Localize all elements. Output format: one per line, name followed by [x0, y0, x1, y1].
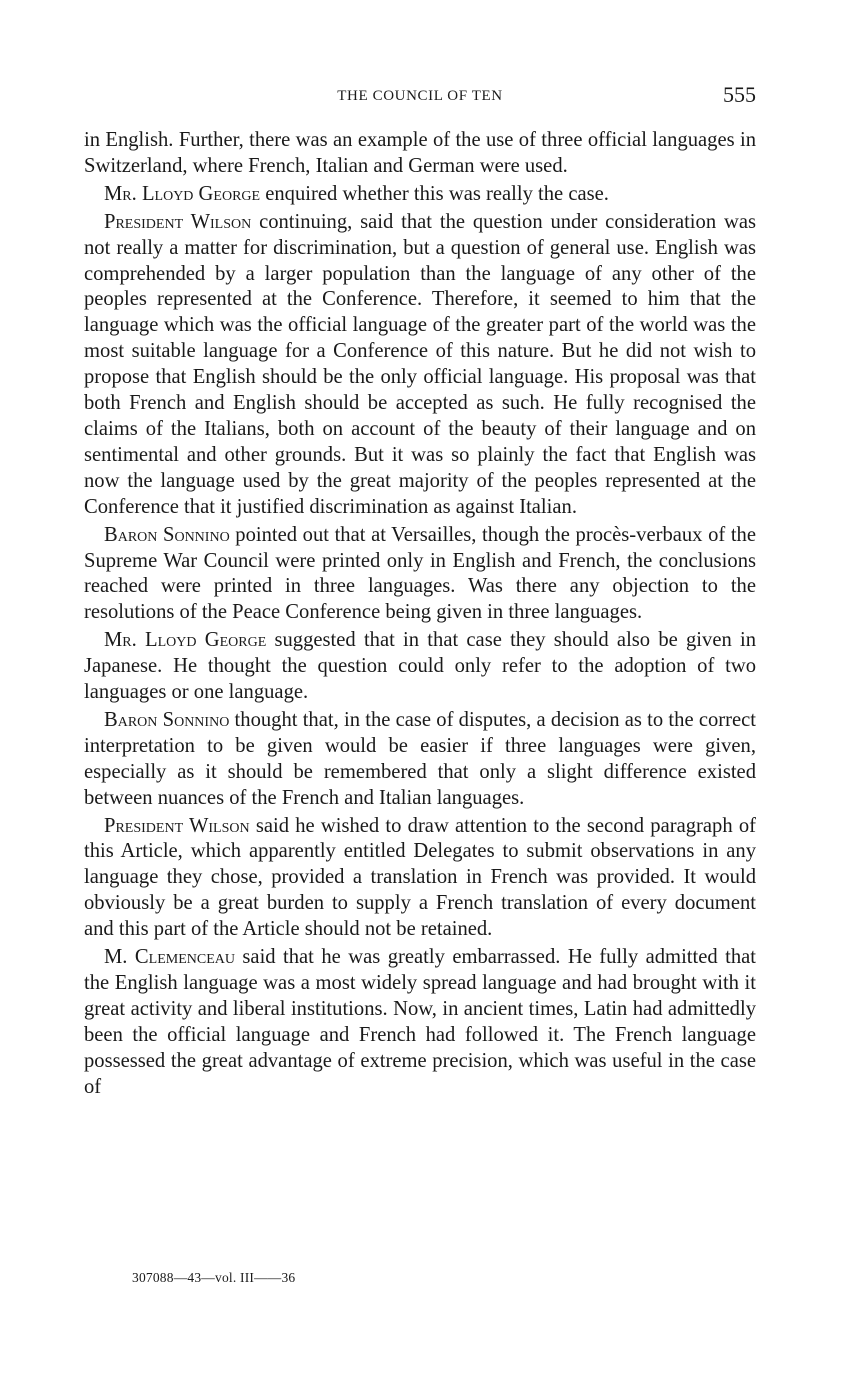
paragraph-lloyd-george-2: [84, 628, 756, 706]
speaker-name: Baron Sonnino: [104, 708, 230, 731]
paragraph-sonnino-2: [84, 708, 756, 812]
speaker-name: President Wilson: [104, 210, 252, 233]
paragraph-sonnino-1: [84, 523, 756, 627]
paragraph-wilson-1: [84, 210, 756, 521]
page-number: 555: [723, 82, 756, 107]
body-text: [84, 128, 756, 1101]
paragraph-lloyd-george-1: [84, 182, 756, 208]
paragraph-wilson-2: [84, 814, 756, 944]
paragraph-text: said he wished to draw attention to the second paragraph of this Article, which apparently entitled Delegates to submit observations in any language they chose, provided a translation in French was provided. It would obviously be a great burden to supply a French translation of every document and this part of the Article should not be retained.: [84, 814, 756, 941]
paragraph-text: said that he was greatly embarrassed. He fully admitted that the English language was a most widely spread language and had brought with it great activity and liberal institutions. Now, in ancient times, Latin had admittedly been the official language and French had followed it. The French language possessed the great advantage of extreme precision, which was useful in the case of: [84, 946, 757, 1098]
paragraph-text: thought that, in the case of disputes, a decision as to the correct interpretation to be given would be easier if three languages were given, especially as it should be remembered that only a slight difference existed between nuances of the French and Italian languages.: [84, 708, 756, 809]
paragraph-clemenceau-1: [84, 945, 756, 1100]
speaker-name: President Wilson: [104, 814, 250, 837]
speaker-name: M. Clemenceau: [104, 946, 235, 969]
paragraph-text: pointed out that at Versailles, though the procès-verbaux of the Supreme War Council were printed only in English and French, the conclusions reached were printed in three languages. Was there any objection to the resolutions of the Peace Conference being given in three languages.: [84, 523, 756, 624]
paragraph-text: in English. Further, there was an example of the use of three official languages in Switzerland, where French, Italian and German were used.: [84, 129, 756, 177]
speaker-name: Baron Sonnino: [104, 523, 230, 546]
speaker-name: Mr. Lloyd George: [104, 629, 267, 652]
paragraph-text: suggested that in that case they should also be given in Japanese. He thought the question could only refer to the adoption of two languages or one language.: [84, 629, 757, 704]
printer-signature: 307088—43—vol. III——36: [132, 1270, 296, 1285]
paragraph-continuation: [84, 128, 756, 180]
paragraph-text: enquired whether this was really the case.: [260, 182, 609, 205]
running-head: [84, 82, 756, 116]
running-title: THE COUNCIL OF TEN: [337, 88, 503, 104]
paragraph-text: continuing, said that the question under consideration was not really a matter for discrimination, but a question of general use. English was comprehended by a larger population than the language of any other of the peoples represented at the Conference. Therefore, it seemed to him that the language which was the official language of the greater part of the world was the most suitable language for a Conference of this nature. But he did not wish to propose that English should be the only official language. His proposal was that both French and English should be accepted as such. He fully recognised the claims of the Italians, both on account of the beauty of their language and on sentimental and other grounds. But it was so plainly the fact that English was now the language used by the great majority of the peoples represented at the Conference that it justified discrimination as against Italian.: [84, 210, 756, 518]
document-page: [84, 82, 756, 1103]
speaker-name: Mr. Lloyd George: [104, 182, 261, 205]
